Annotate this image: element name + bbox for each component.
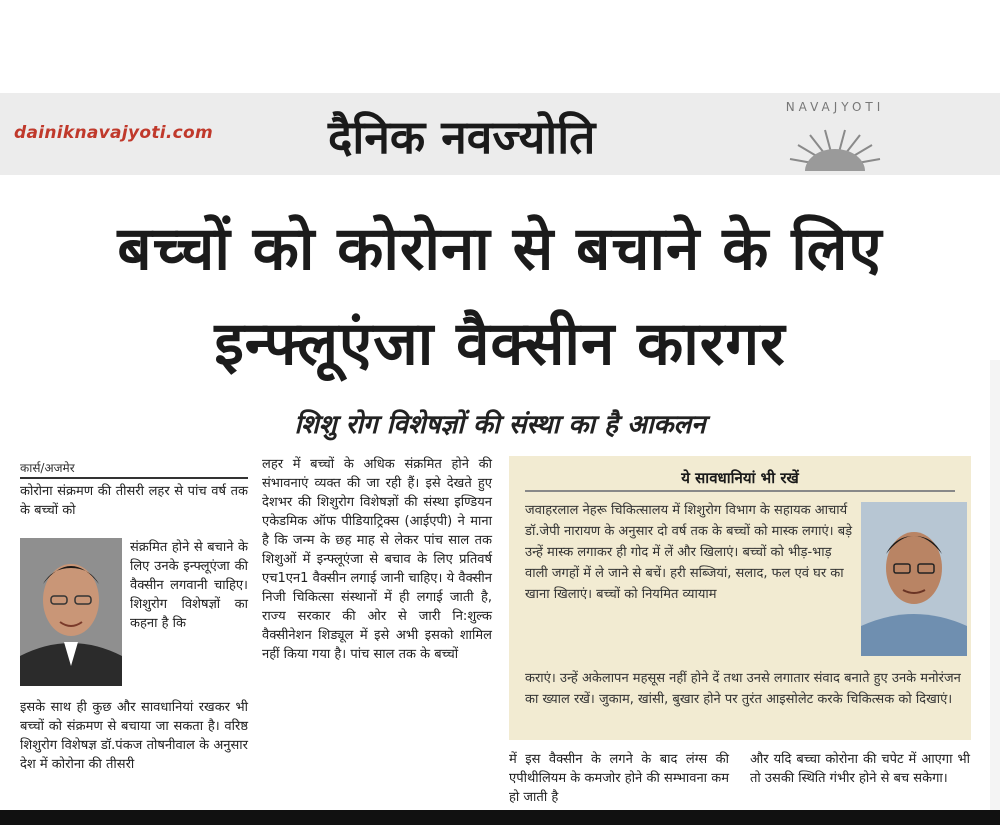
bottom-bar xyxy=(0,810,1000,825)
precautions-box xyxy=(509,456,971,740)
precautions-text-upper: जवाहरलाल नेहरू चिकित्सालय में शिशुरोग विभाग के सहायक आचार्य डॉ.जेपी नारायण के अनुसार दो वर्ष तक के बच्चों को मास्क लगाएं। बड़े उन्हें मास्क लगाकर ही गोद में लें और खिलाएं। बच्चों को भीड़-भाड़ वाली जगहों में ले जाने से बचें। हरी सब्जियां, सलाद, फल एवं घर का खाना खिलाएं। बच्चों को नियमित व्यायाम xyxy=(525,503,853,602)
paper-name: दैनिक नवज्योति xyxy=(328,110,596,164)
dateline: कार्स/अजमेर xyxy=(20,459,248,479)
site-url[interactable]: dainiknavajyoti.com xyxy=(14,123,214,143)
masthead xyxy=(0,93,1000,175)
navajyoti-sun-logo xyxy=(770,97,900,171)
article-column-1-side: संक्रमित होने से बचाने के लिए उनके इन्फ्लूएंजा की वैक्सीन लगवानी चाहिए। शिशुरोग विशेषज्ञों का कहना है कि xyxy=(130,540,248,631)
doctor-photo-1 xyxy=(20,538,122,686)
article-column-4: और यदि बच्चा कोरोना की चपेट में आएगा भी तो उसकी स्थिति गंभीर होने से बच सकेगा। xyxy=(750,752,970,786)
precautions-text-lower: कराएं। उन्हें अकेलापन महसूस नहीं होने दें तथा उनसे लगातार संवाद बनाते हुए उनके मनोरंजन का ख्याल रखें। जुकाम, खांसी, बुखार होने पर तुरंत आइसोलेट करके चिकित्सक को दिखाएं। xyxy=(525,671,961,707)
precautions-title: ये सावधानियां भी रखें xyxy=(681,469,799,487)
article-column-1-top: कोरोना संक्रमण की तीसरी लहर से पांच वर्ष तक के बच्चों को xyxy=(20,484,248,518)
svg-text:NAVAJYOTI: NAVAJYOTI xyxy=(785,100,885,114)
doctor-photo-2 xyxy=(861,502,967,656)
divider xyxy=(525,490,955,492)
page-edge xyxy=(990,360,1000,810)
article-column-2: लहर में बच्चों के अधिक संक्रमित होने की संभावनाएं व्यक्त की जा रही हैं। इसे देखते हुए देशभर की शिशुरोग विशेषज्ञों की संस्था इण्डियन एकेडमिक ऑफ पीडियाट्रिक्स (आईएपी) ने माना है कि जन्म के छह माह से लेकर पांच साल तक शिशुओं में इन्फ्लूएंजा से बचाव के लिए प्रतिवर्ष एच1एन1 वैक्सीन लगाई जानी चाहिए। ये वैक्सीन निजी चिकित्सा संस्थानों में ही लगाई जाती है, राज्य सरकार की ओर से जारी नि:शुल्क वैक्सीनेशन शिड्यूल में इसे अभी इसको शामिल नहीं किया गया है। पांच साल तक के बच्चों xyxy=(262,457,492,662)
headline-line-2: इन्फ्लूएंजा वैक्सीन कारगर xyxy=(214,309,786,379)
subheadline: शिशु रोग विशेषज्ञों की संस्था का है आकलन xyxy=(294,410,706,440)
article-column-3: में इस वैक्सीन के लगने के बाद लंग्स की एपीथीलियम के कमजोर होने की सम्भावना कम हो जाती है xyxy=(509,752,729,805)
headline-line-1: बच्चों को कोरोना से बचाने के लिए xyxy=(117,214,883,284)
article-column-1-bottom: इसके साथ ही कुछ और सावधानियां रखकर भी बच्चों को संक्रमण से बचाया जा सकता है। वरिष्ठ शिशुरोग विशेषज्ञ डॉ.पंकज तोषनीवाल के अनुसार देश में कोरोना की तीसरी xyxy=(20,700,248,772)
